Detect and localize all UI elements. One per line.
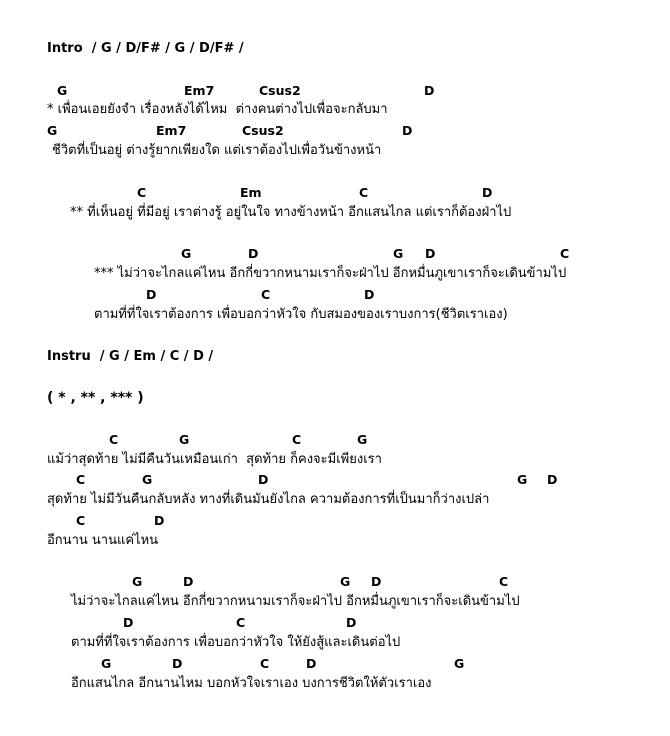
instru-line: Instru / G / Em / C / D / xyxy=(47,349,214,364)
chord: Csus2 xyxy=(259,83,301,98)
chord: D xyxy=(258,472,269,487)
chord: G xyxy=(179,432,190,447)
chord: D xyxy=(172,656,183,671)
chord: C xyxy=(359,185,369,200)
chord: D xyxy=(547,472,558,487)
chord: C xyxy=(292,432,302,447)
chord: G xyxy=(340,574,351,589)
lyric-line: สุดท้าย ไม่มีวันคืนกลับหลัง ทางที่เดินมันยังไกล ความต้องการที่เป็นมาก็ว่างเปล่า xyxy=(47,492,490,507)
lyric-line: ชีวิตที่เป็นอยู่ ต่างรู้ยากเพียงใด แต่เราต้องไปเพื่อวันข้างหน้า xyxy=(52,143,382,158)
lyric-line: * เพื่อนเอยยังจำ เรื่องหลังได้ไหม ต่างคนต่างไปเพื่อจะกลับมา xyxy=(47,102,388,117)
chord: C xyxy=(560,246,570,261)
chord: G xyxy=(132,574,143,589)
lyric-line: *** ไม่ว่าจะไกลแค่ไหน อีกกี่ขวากหนามเราก็จะฝ่าไป อีกหมื่นภูเขาเราก็จะเดินข้ามไป xyxy=(94,266,567,281)
chord: D xyxy=(306,656,317,671)
chord: C xyxy=(76,513,86,528)
chord: G xyxy=(454,656,465,671)
chord: Em xyxy=(240,185,262,200)
chord: G xyxy=(47,123,58,138)
chord: D xyxy=(424,83,435,98)
chord: C xyxy=(261,287,271,302)
repeat-marker: ( * , ** , *** ) xyxy=(47,390,144,406)
chord: G xyxy=(101,656,112,671)
chord: D xyxy=(364,287,375,302)
chord: Em7 xyxy=(156,123,187,138)
chord: D xyxy=(248,246,259,261)
chord: D xyxy=(402,123,413,138)
chord: D xyxy=(425,246,436,261)
chord: G xyxy=(517,472,528,487)
chord: Em7 xyxy=(184,83,215,98)
chord: G xyxy=(57,83,68,98)
chord: D xyxy=(154,513,165,528)
chord: D xyxy=(146,287,157,302)
chord: D xyxy=(482,185,493,200)
lyric-line: ตามที่ที่ใจเราต้องการ เพื่อบอกว่าหัวใจ ให้ยังสู้และเดินต่อไป xyxy=(71,635,401,650)
chord: C xyxy=(499,574,509,589)
lyric-line: ไม่ว่าจะไกลแค่ไหน อีกกี่ขวากหนามเราก็จะฝ่าไป อีกหมื่นภูเขาเราก็จะเดินข้ามไป xyxy=(71,594,520,609)
chord: D xyxy=(346,615,357,630)
chord: G xyxy=(357,432,368,447)
chord: C xyxy=(76,472,86,487)
chord: G xyxy=(142,472,153,487)
chord: C xyxy=(137,185,147,200)
intro-line: Intro / G / D/F# / G / D/F# / xyxy=(47,41,244,56)
chord: C xyxy=(260,656,270,671)
chord: Csus2 xyxy=(242,123,284,138)
chord: C xyxy=(109,432,119,447)
chord: D xyxy=(371,574,382,589)
lyric-line: อีกนาน นานแค่ไหน xyxy=(47,533,159,548)
chord: G xyxy=(393,246,404,261)
lyric-line: ** ที่เห็นอยู่ ที่มีอยู่ เราต่างรู้ อยู่ในใจ ทางข้างหน้า อีกแสนไกล แต่เราก็ต้องฝ่าไป xyxy=(70,205,512,220)
chord: C xyxy=(236,615,246,630)
lyric-line: อีกแสนไกล อีกนานไหม บอกหัวใจเราเอง บงการชีวิตให้ตัวเราเอง xyxy=(71,676,432,691)
chord: G xyxy=(181,246,192,261)
chord: D xyxy=(123,615,134,630)
lyric-line: แม้ว่าสุดท้าย ไม่มีคืนวันเหมือนเก่า สุดท้าย ก็คงจะมีเพียงเรา xyxy=(47,452,382,467)
lyric-line: ตามที่ที่ใจเราต้องการ เพื่อบอกว่าหัวใจ กับสมองของเราบงการ(ชีวิตเราเอง) xyxy=(94,307,508,322)
chord: D xyxy=(183,574,194,589)
